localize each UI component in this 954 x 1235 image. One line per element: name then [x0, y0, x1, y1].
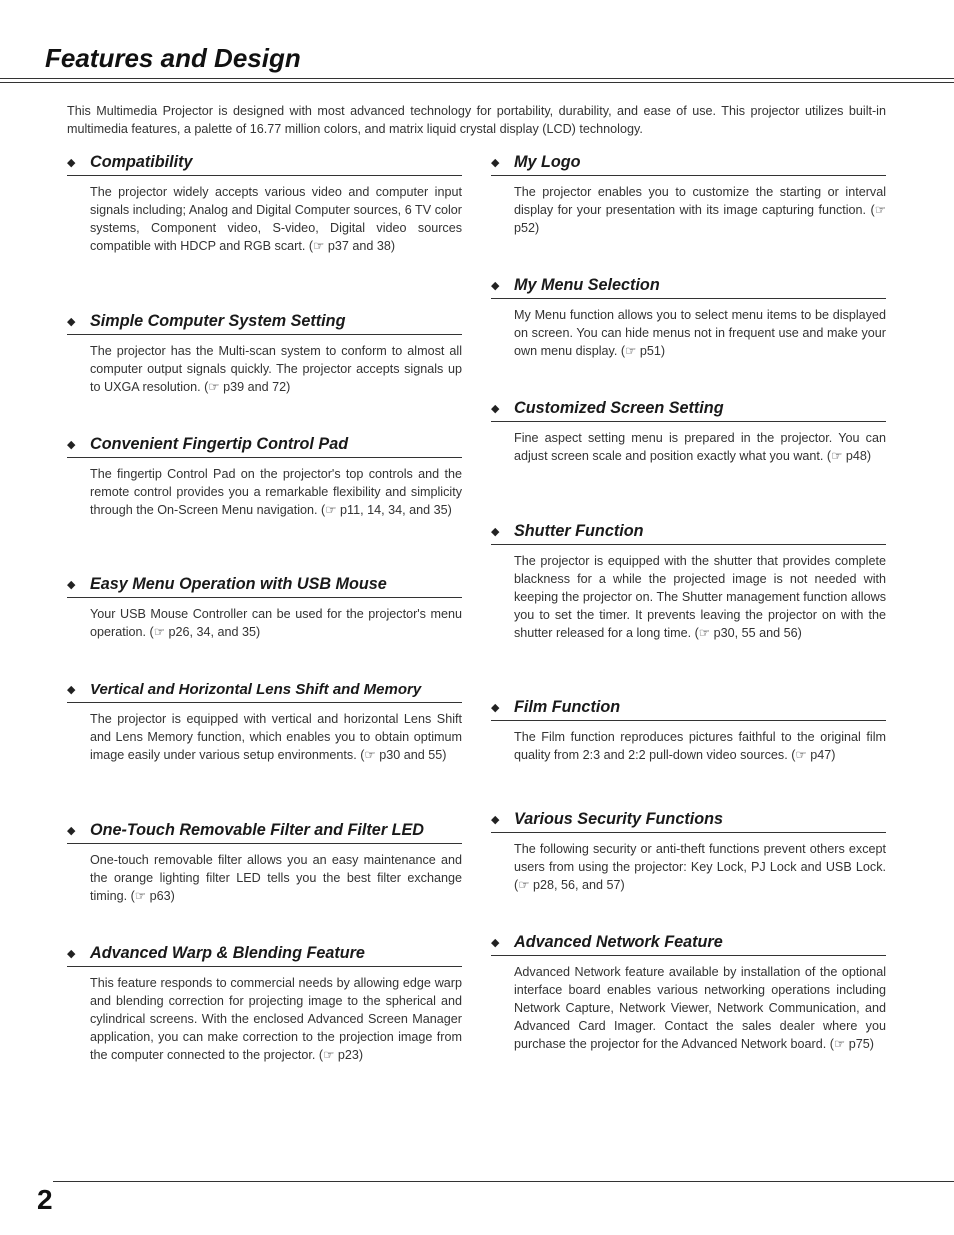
section-film-function: [491, 698, 886, 764]
section-body: One-touch removable filter allows you an easy maintenance and the orange lighting filter LED tells you the best filter exchange timing. (☞ p63): [90, 853, 462, 903]
footer-rule: [53, 1181, 954, 1182]
section-body: The projector is equipped with vertical and horizontal Lens Shift and Lens Memory function, which enables you to obtain optimum image easily under various setup environments. (☞ p30 and 55): [90, 712, 462, 762]
section-heading: [491, 153, 886, 176]
section-heading: [491, 698, 886, 721]
section-title: Easy Menu Operation with USB Mouse: [90, 575, 387, 593]
section-advanced-warp-blending: [67, 944, 462, 1064]
section-my-logo: [491, 153, 886, 237]
section-heading: [67, 153, 462, 176]
section-advanced-network-feature: [491, 933, 886, 1053]
section-title: Compatibility: [90, 153, 193, 171]
section-title: Various Security Functions: [514, 810, 723, 828]
section-removable-filter: [67, 821, 462, 905]
section-heading: [67, 680, 462, 703]
section-title: Convenient Fingertip Control Pad: [90, 435, 349, 453]
section-heading: [67, 435, 462, 458]
diamond-bullet-icon: ◆: [67, 157, 76, 169]
section-convenient-fingertip-control-pad: [67, 435, 462, 519]
diamond-bullet-icon: ◆: [491, 937, 500, 949]
section-title: My Logo: [514, 153, 581, 171]
diamond-bullet-icon: ◆: [67, 684, 76, 696]
section-shutter-function: [491, 522, 886, 642]
section-customized-screen-setting: [491, 399, 886, 465]
diamond-bullet-icon: ◆: [491, 280, 500, 292]
section-title: My Menu Selection: [514, 276, 660, 294]
section-heading: [491, 399, 886, 422]
diamond-bullet-icon: ◆: [491, 814, 500, 826]
section-title: Simple Computer System Setting: [90, 312, 346, 330]
title-rule-thin: [0, 82, 954, 83]
section-body: Advanced Network feature available by installation of the optional interface board enables various networking operations including Network Capture, Network Viewer, Network Communication, and Advanced Card Imager. Contact the sales dealer where you purchase the projector for the Advanced Network board. (☞ p75): [514, 965, 886, 1051]
section-body: The projector is equipped with the shutter that provides complete blackness for a while the projected image is not needed with keeping the projector on. The Shutter management function allows you to set the timer. It prevents leaving the projector on with the shutter released for a long time. (☞ p30, 55 and 56): [514, 554, 886, 640]
section-body: The fingertip Control Pad on the projector's top controls and the remote control provides you a remarkable flexibility and simplicity through the On-Screen Menu navigation. (☞ p11, 14, 34, and 35): [90, 467, 462, 517]
diamond-bullet-icon: ◆: [67, 948, 76, 960]
section-heading: [67, 821, 462, 844]
section-title: Customized Screen Setting: [514, 399, 724, 417]
section-body: The projector widely accepts various video and computer input signals including; Analog and Digital Computer sources, 6 TV color systems, Component video, S-video, Digital video sources compatible with HDCP and RGB scart. (☞ p37 and 38): [90, 185, 462, 253]
page-number: 2: [37, 1184, 53, 1215]
section-body: This feature responds to commercial needs by allowing edge warp and blending correction for projecting image to the spherical and cylindrical screens. With the enclosed Advanced Screen Manager application, you can make correction to the projection image from the computer connected to the projector. (☞ p23): [90, 976, 462, 1062]
diamond-bullet-icon: ◆: [67, 439, 76, 451]
page-title: Features and Design: [45, 43, 301, 73]
section-heading: [67, 312, 462, 335]
diamond-bullet-icon: ◆: [491, 702, 500, 714]
section-title: Shutter Function: [514, 522, 644, 540]
diamond-bullet-icon: ◆: [67, 579, 76, 591]
section-title: Film Function: [514, 698, 621, 716]
intro-paragraph: This Multimedia Projector is designed with most advanced technology for portability, durability, and ease of use. This projector utilizes built-in multimedia features, a palette of 16.77 million colors, and matrix liquid crystal display (LCD) technology.: [67, 104, 886, 136]
section-heading: [491, 522, 886, 545]
section-title: Advanced Warp & Blending Feature: [90, 944, 365, 962]
section-title: Vertical and Horizontal Lens Shift and Memory: [90, 681, 422, 698]
section-heading: [67, 944, 462, 967]
section-easy-menu-operation: [67, 575, 462, 641]
section-body: The Film function reproduces pictures faithful to the original film quality from 2:3 and 2:2 pull-down video sources. (☞ p47): [514, 730, 886, 762]
section-compatibility: [67, 153, 462, 255]
section-heading: [491, 933, 886, 956]
diamond-bullet-icon: ◆: [67, 825, 76, 837]
section-body: Your USB Mouse Controller can be used for the projector's menu operation. (☞ p26, 34, and 35): [90, 607, 462, 639]
section-body: My Menu function allows you to select menu items to be displayed on screen. You can hide menus not in frequent use and make your own menu display. (☞ p51): [514, 308, 886, 358]
section-body: Fine aspect setting menu is prepared in the projector. You can adjust screen scale and position exactly what you want. (☞ p48): [514, 431, 886, 463]
section-various-security-functions: [491, 810, 886, 894]
diamond-bullet-icon: ◆: [491, 526, 500, 538]
diamond-bullet-icon: ◆: [491, 157, 500, 169]
section-heading: [67, 575, 462, 598]
section-body: The following security or anti-theft functions prevent others except users from using the projector: Key Lock, PJ Lock and USB Lock. (☞ p28, 56, and 57): [514, 842, 886, 892]
diamond-bullet-icon: ◆: [491, 403, 500, 415]
section-title: One-Touch Removable Filter and Filter LED: [90, 821, 424, 839]
section-body: The projector has the Multi-scan system to conform to almost all computer output signals quickly. The projector accepts signals up to UXGA resolution. (☞ p39 and 72): [90, 344, 462, 394]
section-my-menu-selection: [491, 276, 886, 360]
section-heading: [491, 276, 886, 299]
section-heading: [491, 810, 886, 833]
section-lens-shift-and-memory: [67, 680, 462, 764]
section-body: The projector enables you to customize the starting or interval display for your presentation with its image capturing function. (☞ p52): [514, 185, 886, 235]
title-rule-thick: [0, 78, 954, 79]
section-simple-computer-system-setting: [67, 312, 462, 396]
section-title: Advanced Network Feature: [514, 933, 723, 951]
diamond-bullet-icon: ◆: [67, 316, 76, 328]
